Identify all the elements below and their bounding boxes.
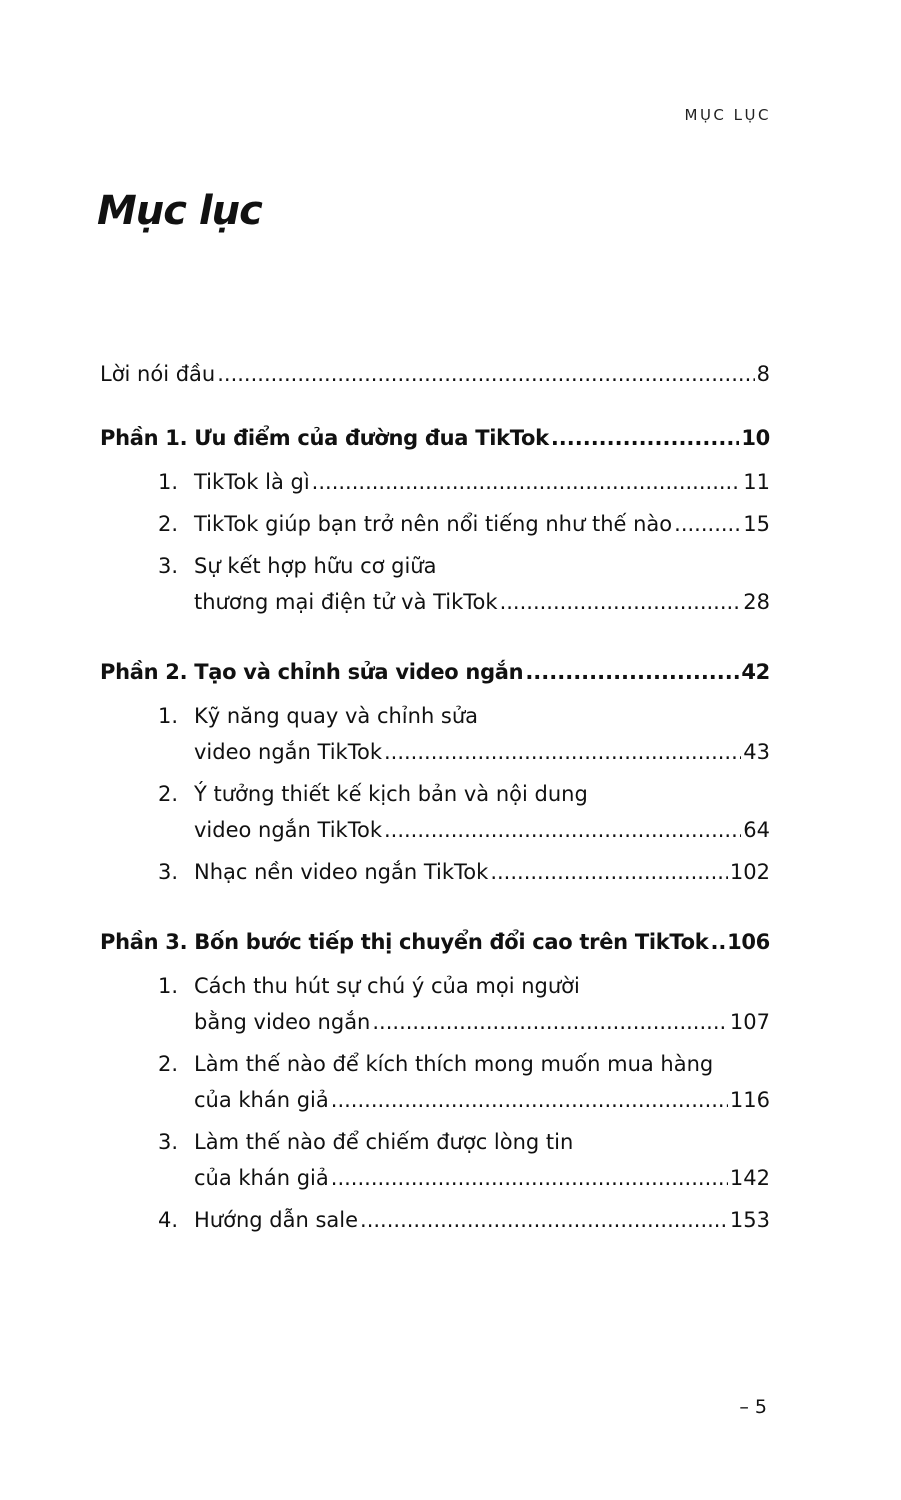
item-page: 116 bbox=[729, 1088, 770, 1112]
item-title-line-2: của khán giả bbox=[194, 1166, 329, 1190]
item-number: 3. bbox=[158, 554, 179, 578]
toc-part-3[interactable] bbox=[100, 924, 770, 960]
item-page: 15 bbox=[743, 512, 770, 536]
item-page: 64 bbox=[743, 818, 770, 842]
part-page: 10 bbox=[741, 426, 770, 450]
item-title-line-2: video ngắn TikTok bbox=[194, 818, 382, 842]
part-title: Phần 1. Ưu điểm của đường đua TikTok bbox=[100, 426, 549, 450]
item-number: 4. bbox=[158, 1208, 179, 1232]
item-title-line-1: Sự kết hợp hữu cơ giữa bbox=[194, 554, 437, 578]
toc-item[interactable] bbox=[100, 1124, 770, 1196]
dot-leader bbox=[490, 854, 728, 890]
item-page: 11 bbox=[743, 470, 770, 494]
item-title-line-1: Ý tưởng thiết kế kịch bản và nội dung bbox=[194, 782, 588, 806]
item-title: Nhạc nền video ngắn TikTok bbox=[194, 860, 489, 884]
item-number: 2. bbox=[158, 1052, 179, 1076]
dot-leader bbox=[372, 1004, 728, 1040]
toc-item[interactable] bbox=[100, 464, 770, 500]
dot-leader bbox=[360, 1202, 728, 1238]
entry-page: 8 bbox=[756, 362, 770, 386]
dot-leader bbox=[312, 464, 742, 500]
dot-leader bbox=[384, 812, 741, 848]
item-title-line-2: video ngắn TikTok bbox=[194, 740, 382, 764]
part-title: Phần 2. Tạo và chỉnh sửa video ngắn bbox=[100, 660, 524, 684]
item-page: 43 bbox=[743, 740, 770, 764]
toc-item[interactable] bbox=[100, 1202, 770, 1238]
part-page: 106 bbox=[727, 930, 770, 954]
toc-item[interactable] bbox=[100, 698, 770, 770]
toc-item[interactable] bbox=[100, 548, 770, 620]
item-page: 142 bbox=[729, 1166, 770, 1190]
dot-leader bbox=[331, 1082, 728, 1118]
page-title: Mục lục bbox=[97, 188, 262, 234]
item-title-line-2: của khán giả bbox=[194, 1088, 329, 1112]
item-page: 153 bbox=[729, 1208, 770, 1232]
toc-part-1[interactable] bbox=[100, 420, 770, 456]
item-title-line-1: Làm thế nào để chiếm được lòng tin bbox=[194, 1130, 574, 1154]
item-title-line-1: Kỹ năng quay và chỉnh sửa bbox=[194, 704, 479, 728]
item-title: TikTok giúp bạn trở nên nổi tiếng như thế nào bbox=[194, 512, 673, 536]
dot-leader bbox=[710, 924, 725, 960]
dot-leader bbox=[525, 654, 739, 690]
item-number: 1. bbox=[158, 470, 179, 494]
toc-item[interactable] bbox=[100, 854, 770, 890]
item-number: 3. bbox=[158, 860, 179, 884]
dot-leader bbox=[217, 356, 754, 392]
item-page: 102 bbox=[729, 860, 770, 884]
toc-item[interactable] bbox=[100, 1046, 770, 1118]
toc-item[interactable] bbox=[100, 776, 770, 848]
toc-item[interactable] bbox=[100, 968, 770, 1040]
item-title: TikTok là gì bbox=[194, 470, 310, 494]
dot-leader bbox=[674, 506, 741, 542]
item-title-line-2: thương mại điện tử và TikTok bbox=[194, 590, 498, 614]
toc-part-2[interactable] bbox=[100, 654, 770, 690]
item-number: 1. bbox=[158, 974, 179, 998]
dot-leader bbox=[384, 734, 741, 770]
item-title-line-2: bằng video ngắn bbox=[194, 1010, 371, 1034]
item-title-line-1: Cách thu hút sự chú ý của mọi người bbox=[194, 974, 580, 998]
entry-title: Lời nói đầu bbox=[100, 362, 216, 386]
part-page: 42 bbox=[741, 660, 770, 684]
item-page: 107 bbox=[729, 1010, 770, 1034]
running-head: MỤC LỤC bbox=[684, 106, 771, 124]
dot-leader bbox=[551, 420, 740, 456]
part-title: Phần 3. Bốn bước tiếp thị chuyển đổi cao trên TikTok bbox=[100, 930, 709, 954]
item-number: 2. bbox=[158, 782, 179, 806]
dot-leader bbox=[500, 584, 742, 620]
item-title: Hướng dẫn sale bbox=[194, 1208, 359, 1232]
item-title-line-1: Làm thế nào để kích thích mong muốn mua hàng bbox=[194, 1052, 714, 1076]
item-number: 2. bbox=[158, 512, 179, 536]
toc-entry-foreword[interactable] bbox=[100, 356, 770, 392]
item-number: 3. bbox=[158, 1130, 179, 1154]
toc-item[interactable] bbox=[100, 506, 770, 542]
table-of-contents bbox=[100, 356, 770, 1244]
item-number: 1. bbox=[158, 704, 179, 728]
page-number: – 5 bbox=[739, 1396, 767, 1418]
item-page: 28 bbox=[743, 590, 770, 614]
dot-leader bbox=[331, 1160, 728, 1196]
